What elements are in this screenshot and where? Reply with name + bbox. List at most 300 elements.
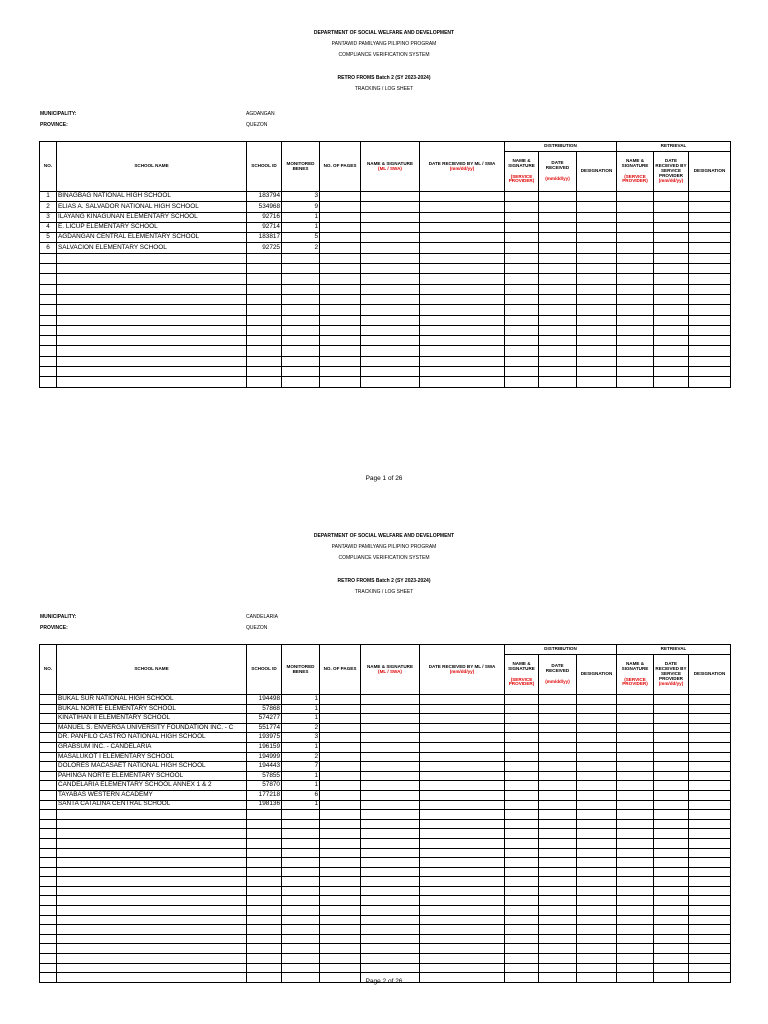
ret-name-signature-cell[interactable] — [617, 742, 654, 752]
ret-date-received-cell[interactable] — [654, 954, 689, 964]
dist-designation-cell[interactable] — [577, 838, 617, 848]
dist-designation-cell[interactable] — [577, 346, 617, 356]
ml-name-signature-cell[interactable] — [361, 752, 420, 762]
ret-name-signature-cell[interactable] — [617, 714, 654, 724]
ret-date-received-cell[interactable] — [654, 838, 689, 848]
ml-name-signature-cell[interactable] — [361, 315, 420, 325]
ret-date-received-cell[interactable] — [654, 192, 689, 202]
no-of-pages-cell[interactable] — [320, 274, 361, 284]
ml-name-signature-cell[interactable] — [361, 356, 420, 366]
dist-name-signature-cell[interactable] — [505, 867, 539, 877]
ret-designation-cell[interactable] — [689, 294, 731, 304]
no-of-pages-cell[interactable] — [320, 790, 361, 800]
ml-date-received-cell[interactable] — [420, 896, 505, 906]
ml-date-received-cell[interactable] — [420, 704, 505, 714]
ret-name-signature-cell[interactable] — [617, 274, 654, 284]
ml-name-signature-cell[interactable] — [361, 264, 420, 274]
ml-date-received-cell[interactable] — [420, 954, 505, 964]
ret-date-received-cell[interactable] — [654, 212, 689, 222]
dist-designation-cell[interactable] — [577, 819, 617, 829]
ret-name-signature-cell[interactable] — [617, 886, 654, 896]
ret-name-signature-cell[interactable] — [617, 896, 654, 906]
dist-designation-cell[interactable] — [577, 315, 617, 325]
dist-name-signature-cell[interactable] — [505, 377, 539, 387]
ml-name-signature-cell[interactable] — [361, 233, 420, 243]
ret-date-received-cell[interactable] — [654, 264, 689, 274]
ret-designation-cell[interactable] — [689, 233, 731, 243]
ret-date-received-cell[interactable] — [654, 243, 689, 253]
ml-name-signature-cell[interactable] — [361, 695, 420, 705]
no-of-pages-cell[interactable] — [320, 305, 361, 315]
ml-date-received-cell[interactable] — [420, 233, 505, 243]
ml-date-received-cell[interactable] — [420, 192, 505, 202]
ml-name-signature-cell[interactable] — [361, 829, 420, 839]
ml-date-received-cell[interactable] — [420, 253, 505, 263]
ml-date-received-cell[interactable] — [420, 315, 505, 325]
ret-name-signature-cell[interactable] — [617, 233, 654, 243]
ml-name-signature-cell[interactable] — [361, 192, 420, 202]
no-of-pages-cell[interactable] — [320, 752, 361, 762]
dist-date-received-cell[interactable] — [539, 305, 577, 315]
dist-designation-cell[interactable] — [577, 243, 617, 253]
ml-date-received-cell[interactable] — [420, 915, 505, 925]
dist-date-received-cell[interactable] — [539, 325, 577, 335]
dist-designation-cell[interactable] — [577, 896, 617, 906]
ret-date-received-cell[interactable] — [654, 284, 689, 294]
ret-designation-cell[interactable] — [689, 925, 731, 935]
no-of-pages-cell[interactable] — [320, 346, 361, 356]
ret-name-signature-cell[interactable] — [617, 704, 654, 714]
ml-name-signature-cell[interactable] — [361, 944, 420, 954]
ret-designation-cell[interactable] — [689, 733, 731, 743]
ret-name-signature-cell[interactable] — [617, 222, 654, 232]
dist-name-signature-cell[interactable] — [505, 934, 539, 944]
ret-designation-cell[interactable] — [689, 346, 731, 356]
dist-designation-cell[interactable] — [577, 733, 617, 743]
no-of-pages-cell[interactable] — [320, 377, 361, 387]
dist-date-received-cell[interactable] — [539, 212, 577, 222]
ml-name-signature-cell[interactable] — [361, 253, 420, 263]
ml-name-signature-cell[interactable] — [361, 954, 420, 964]
dist-date-received-cell[interactable] — [539, 848, 577, 858]
no-of-pages-cell[interactable] — [320, 886, 361, 896]
ml-name-signature-cell[interactable] — [361, 733, 420, 743]
ret-designation-cell[interactable] — [689, 695, 731, 705]
ret-date-received-cell[interactable] — [654, 944, 689, 954]
dist-date-received-cell[interactable] — [539, 906, 577, 916]
ml-date-received-cell[interactable] — [420, 829, 505, 839]
ret-name-signature-cell[interactable] — [617, 944, 654, 954]
ret-designation-cell[interactable] — [689, 800, 731, 810]
dist-designation-cell[interactable] — [577, 253, 617, 263]
dist-designation-cell[interactable] — [577, 810, 617, 820]
ml-date-received-cell[interactable] — [420, 367, 505, 377]
dist-designation-cell[interactable] — [577, 781, 617, 791]
ret-date-received-cell[interactable] — [654, 367, 689, 377]
dist-name-signature-cell[interactable] — [505, 704, 539, 714]
dist-date-received-cell[interactable] — [539, 695, 577, 705]
ml-name-signature-cell[interactable] — [361, 790, 420, 800]
ret-name-signature-cell[interactable] — [617, 315, 654, 325]
ml-date-received-cell[interactable] — [420, 284, 505, 294]
ml-name-signature-cell[interactable] — [361, 336, 420, 346]
dist-date-received-cell[interactable] — [539, 192, 577, 202]
ret-designation-cell[interactable] — [689, 356, 731, 366]
dist-date-received-cell[interactable] — [539, 294, 577, 304]
ret-designation-cell[interactable] — [689, 944, 731, 954]
dist-date-received-cell[interactable] — [539, 858, 577, 868]
ret-date-received-cell[interactable] — [654, 305, 689, 315]
ml-date-received-cell[interactable] — [420, 695, 505, 705]
ret-name-signature-cell[interactable] — [617, 733, 654, 743]
ret-name-signature-cell[interactable] — [617, 790, 654, 800]
ml-name-signature-cell[interactable] — [361, 274, 420, 284]
ml-name-signature-cell[interactable] — [361, 896, 420, 906]
ml-date-received-cell[interactable] — [420, 264, 505, 274]
ml-date-received-cell[interactable] — [420, 848, 505, 858]
ml-date-received-cell[interactable] — [420, 294, 505, 304]
ret-date-received-cell[interactable] — [654, 346, 689, 356]
ml-date-received-cell[interactable] — [420, 906, 505, 916]
ml-name-signature-cell[interactable] — [361, 305, 420, 315]
dist-name-signature-cell[interactable] — [505, 264, 539, 274]
dist-name-signature-cell[interactable] — [505, 192, 539, 202]
dist-name-signature-cell[interactable] — [505, 752, 539, 762]
ret-designation-cell[interactable] — [689, 963, 731, 973]
no-of-pages-cell[interactable] — [320, 212, 361, 222]
no-of-pages-cell[interactable] — [320, 896, 361, 906]
dist-name-signature-cell[interactable] — [505, 325, 539, 335]
ret-date-received-cell[interactable] — [654, 752, 689, 762]
ret-date-received-cell[interactable] — [654, 915, 689, 925]
ret-date-received-cell[interactable] — [654, 253, 689, 263]
dist-designation-cell[interactable] — [577, 212, 617, 222]
dist-name-signature-cell[interactable] — [505, 733, 539, 743]
ret-designation-cell[interactable] — [689, 336, 731, 346]
dist-name-signature-cell[interactable] — [505, 944, 539, 954]
ret-designation-cell[interactable] — [689, 858, 731, 868]
ret-name-signature-cell[interactable] — [617, 264, 654, 274]
dist-name-signature-cell[interactable] — [505, 367, 539, 377]
ml-name-signature-cell[interactable] — [361, 963, 420, 973]
ret-date-received-cell[interactable] — [654, 695, 689, 705]
ret-name-signature-cell[interactable] — [617, 925, 654, 935]
ml-name-signature-cell[interactable] — [361, 810, 420, 820]
ml-name-signature-cell[interactable] — [361, 212, 420, 222]
dist-designation-cell[interactable] — [577, 877, 617, 887]
no-of-pages-cell[interactable] — [320, 325, 361, 335]
ret-date-received-cell[interactable] — [654, 858, 689, 868]
no-of-pages-cell[interactable] — [320, 723, 361, 733]
no-of-pages-cell[interactable] — [320, 253, 361, 263]
ret-date-received-cell[interactable] — [654, 771, 689, 781]
dist-name-signature-cell[interactable] — [505, 810, 539, 820]
dist-name-signature-cell[interactable] — [505, 315, 539, 325]
dist-name-signature-cell[interactable] — [505, 771, 539, 781]
ret-date-received-cell[interactable] — [654, 233, 689, 243]
ml-name-signature-cell[interactable] — [361, 906, 420, 916]
dist-designation-cell[interactable] — [577, 202, 617, 212]
dist-designation-cell[interactable] — [577, 284, 617, 294]
no-of-pages-cell[interactable] — [320, 781, 361, 791]
no-of-pages-cell[interactable] — [320, 704, 361, 714]
ml-name-signature-cell[interactable] — [361, 202, 420, 212]
dist-designation-cell[interactable] — [577, 723, 617, 733]
ml-date-received-cell[interactable] — [420, 723, 505, 733]
ret-date-received-cell[interactable] — [654, 356, 689, 366]
ml-date-received-cell[interactable] — [420, 762, 505, 772]
ret-designation-cell[interactable] — [689, 253, 731, 263]
ret-designation-cell[interactable] — [689, 325, 731, 335]
dist-name-signature-cell[interactable] — [505, 294, 539, 304]
ml-date-received-cell[interactable] — [420, 243, 505, 253]
dist-date-received-cell[interactable] — [539, 704, 577, 714]
ret-date-received-cell[interactable] — [654, 781, 689, 791]
dist-date-received-cell[interactable] — [539, 733, 577, 743]
ret-date-received-cell[interactable] — [654, 377, 689, 387]
ret-date-received-cell[interactable] — [654, 925, 689, 935]
no-of-pages-cell[interactable] — [320, 810, 361, 820]
dist-designation-cell[interactable] — [577, 704, 617, 714]
dist-designation-cell[interactable] — [577, 714, 617, 724]
dist-name-signature-cell[interactable] — [505, 954, 539, 964]
ret-date-received-cell[interactable] — [654, 906, 689, 916]
no-of-pages-cell[interactable] — [320, 771, 361, 781]
dist-designation-cell[interactable] — [577, 944, 617, 954]
dist-name-signature-cell[interactable] — [505, 848, 539, 858]
dist-designation-cell[interactable] — [577, 377, 617, 387]
dist-designation-cell[interactable] — [577, 192, 617, 202]
ml-date-received-cell[interactable] — [420, 781, 505, 791]
dist-name-signature-cell[interactable] — [505, 253, 539, 263]
ret-designation-cell[interactable] — [689, 954, 731, 964]
ret-name-signature-cell[interactable] — [617, 212, 654, 222]
ml-date-received-cell[interactable] — [420, 810, 505, 820]
ret-date-received-cell[interactable] — [654, 848, 689, 858]
ml-name-signature-cell[interactable] — [361, 781, 420, 791]
no-of-pages-cell[interactable] — [320, 336, 361, 346]
ml-date-received-cell[interactable] — [420, 222, 505, 232]
ml-name-signature-cell[interactable] — [361, 723, 420, 733]
no-of-pages-cell[interactable] — [320, 315, 361, 325]
dist-date-received-cell[interactable] — [539, 742, 577, 752]
ret-date-received-cell[interactable] — [654, 762, 689, 772]
no-of-pages-cell[interactable] — [320, 695, 361, 705]
dist-designation-cell[interactable] — [577, 233, 617, 243]
ret-date-received-cell[interactable] — [654, 325, 689, 335]
dist-date-received-cell[interactable] — [539, 790, 577, 800]
ret-name-signature-cell[interactable] — [617, 867, 654, 877]
dist-designation-cell[interactable] — [577, 356, 617, 366]
dist-name-signature-cell[interactable] — [505, 800, 539, 810]
dist-date-received-cell[interactable] — [539, 954, 577, 964]
dist-designation-cell[interactable] — [577, 800, 617, 810]
no-of-pages-cell[interactable] — [320, 762, 361, 772]
dist-designation-cell[interactable] — [577, 336, 617, 346]
no-of-pages-cell[interactable] — [320, 714, 361, 724]
ml-date-received-cell[interactable] — [420, 212, 505, 222]
dist-date-received-cell[interactable] — [539, 202, 577, 212]
dist-name-signature-cell[interactable] — [505, 886, 539, 896]
ret-date-received-cell[interactable] — [654, 742, 689, 752]
ret-designation-cell[interactable] — [689, 305, 731, 315]
dist-name-signature-cell[interactable] — [505, 906, 539, 916]
no-of-pages-cell[interactable] — [320, 906, 361, 916]
ret-name-signature-cell[interactable] — [617, 858, 654, 868]
ret-designation-cell[interactable] — [689, 819, 731, 829]
no-of-pages-cell[interactable] — [320, 867, 361, 877]
dist-designation-cell[interactable] — [577, 934, 617, 944]
ret-name-signature-cell[interactable] — [617, 346, 654, 356]
no-of-pages-cell[interactable] — [320, 192, 361, 202]
dist-date-received-cell[interactable] — [539, 886, 577, 896]
dist-designation-cell[interactable] — [577, 771, 617, 781]
ml-date-received-cell[interactable] — [420, 771, 505, 781]
dist-designation-cell[interactable] — [577, 274, 617, 284]
ret-designation-cell[interactable] — [689, 781, 731, 791]
ret-date-received-cell[interactable] — [654, 222, 689, 232]
dist-designation-cell[interactable] — [577, 906, 617, 916]
ret-name-signature-cell[interactable] — [617, 771, 654, 781]
ret-designation-cell[interactable] — [689, 274, 731, 284]
ml-name-signature-cell[interactable] — [361, 325, 420, 335]
dist-name-signature-cell[interactable] — [505, 202, 539, 212]
ret-date-received-cell[interactable] — [654, 810, 689, 820]
no-of-pages-cell[interactable] — [320, 233, 361, 243]
ret-date-received-cell[interactable] — [654, 867, 689, 877]
no-of-pages-cell[interactable] — [320, 733, 361, 743]
ml-date-received-cell[interactable] — [420, 336, 505, 346]
dist-designation-cell[interactable] — [577, 752, 617, 762]
dist-date-received-cell[interactable] — [539, 752, 577, 762]
dist-date-received-cell[interactable] — [539, 781, 577, 791]
dist-date-received-cell[interactable] — [539, 762, 577, 772]
ret-name-signature-cell[interactable] — [617, 819, 654, 829]
ml-date-received-cell[interactable] — [420, 800, 505, 810]
ret-designation-cell[interactable] — [689, 838, 731, 848]
dist-date-received-cell[interactable] — [539, 377, 577, 387]
ret-designation-cell[interactable] — [689, 284, 731, 294]
ml-name-signature-cell[interactable] — [361, 742, 420, 752]
no-of-pages-cell[interactable] — [320, 915, 361, 925]
ret-name-signature-cell[interactable] — [617, 356, 654, 366]
dist-name-signature-cell[interactable] — [505, 925, 539, 935]
ml-name-signature-cell[interactable] — [361, 838, 420, 848]
ml-name-signature-cell[interactable] — [361, 762, 420, 772]
dist-date-received-cell[interactable] — [539, 771, 577, 781]
dist-designation-cell[interactable] — [577, 867, 617, 877]
dist-designation-cell[interactable] — [577, 886, 617, 896]
dist-designation-cell[interactable] — [577, 829, 617, 839]
dist-date-received-cell[interactable] — [539, 336, 577, 346]
ret-name-signature-cell[interactable] — [617, 848, 654, 858]
ml-date-received-cell[interactable] — [420, 752, 505, 762]
dist-designation-cell[interactable] — [577, 925, 617, 935]
ret-designation-cell[interactable] — [689, 810, 731, 820]
dist-name-signature-cell[interactable] — [505, 346, 539, 356]
ret-name-signature-cell[interactable] — [617, 752, 654, 762]
ml-name-signature-cell[interactable] — [361, 284, 420, 294]
ret-date-received-cell[interactable] — [654, 829, 689, 839]
dist-name-signature-cell[interactable] — [505, 222, 539, 232]
dist-name-signature-cell[interactable] — [505, 243, 539, 253]
ret-date-received-cell[interactable] — [654, 934, 689, 944]
dist-date-received-cell[interactable] — [539, 264, 577, 274]
ret-designation-cell[interactable] — [689, 377, 731, 387]
dist-name-signature-cell[interactable] — [505, 723, 539, 733]
ml-date-received-cell[interactable] — [420, 877, 505, 887]
dist-date-received-cell[interactable] — [539, 367, 577, 377]
ret-date-received-cell[interactable] — [654, 315, 689, 325]
ret-designation-cell[interactable] — [689, 896, 731, 906]
ret-designation-cell[interactable] — [689, 714, 731, 724]
ret-date-received-cell[interactable] — [654, 819, 689, 829]
dist-date-received-cell[interactable] — [539, 253, 577, 263]
ml-name-signature-cell[interactable] — [361, 222, 420, 232]
ret-name-signature-cell[interactable] — [617, 336, 654, 346]
dist-date-received-cell[interactable] — [539, 944, 577, 954]
dist-name-signature-cell[interactable] — [505, 858, 539, 868]
ml-name-signature-cell[interactable] — [361, 858, 420, 868]
dist-date-received-cell[interactable] — [539, 877, 577, 887]
dist-date-received-cell[interactable] — [539, 925, 577, 935]
dist-name-signature-cell[interactable] — [505, 233, 539, 243]
ml-date-received-cell[interactable] — [420, 934, 505, 944]
ml-name-signature-cell[interactable] — [361, 243, 420, 253]
no-of-pages-cell[interactable] — [320, 243, 361, 253]
ret-name-signature-cell[interactable] — [617, 294, 654, 304]
dist-designation-cell[interactable] — [577, 858, 617, 868]
dist-designation-cell[interactable] — [577, 848, 617, 858]
dist-name-signature-cell[interactable] — [505, 762, 539, 772]
no-of-pages-cell[interactable] — [320, 264, 361, 274]
dist-designation-cell[interactable] — [577, 222, 617, 232]
dist-name-signature-cell[interactable] — [505, 790, 539, 800]
ret-designation-cell[interactable] — [689, 202, 731, 212]
ret-name-signature-cell[interactable] — [617, 202, 654, 212]
dist-date-received-cell[interactable] — [539, 284, 577, 294]
dist-designation-cell[interactable] — [577, 294, 617, 304]
ret-designation-cell[interactable] — [689, 848, 731, 858]
ret-designation-cell[interactable] — [689, 886, 731, 896]
dist-name-signature-cell[interactable] — [505, 356, 539, 366]
ml-date-received-cell[interactable] — [420, 733, 505, 743]
no-of-pages-cell[interactable] — [320, 202, 361, 212]
ml-name-signature-cell[interactable] — [361, 800, 420, 810]
ret-name-signature-cell[interactable] — [617, 377, 654, 387]
ret-name-signature-cell[interactable] — [617, 284, 654, 294]
no-of-pages-cell[interactable] — [320, 858, 361, 868]
dist-date-received-cell[interactable] — [539, 963, 577, 973]
ret-designation-cell[interactable] — [689, 915, 731, 925]
dist-name-signature-cell[interactable] — [505, 915, 539, 925]
dist-name-signature-cell[interactable] — [505, 829, 539, 839]
ml-date-received-cell[interactable] — [420, 867, 505, 877]
ml-name-signature-cell[interactable] — [361, 714, 420, 724]
dist-designation-cell[interactable] — [577, 264, 617, 274]
ret-name-signature-cell[interactable] — [617, 963, 654, 973]
dist-name-signature-cell[interactable] — [505, 838, 539, 848]
dist-designation-cell[interactable] — [577, 954, 617, 964]
ml-name-signature-cell[interactable] — [361, 819, 420, 829]
no-of-pages-cell[interactable] — [320, 800, 361, 810]
ret-designation-cell[interactable] — [689, 243, 731, 253]
dist-name-signature-cell[interactable] — [505, 305, 539, 315]
ret-date-received-cell[interactable] — [654, 877, 689, 887]
dist-date-received-cell[interactable] — [539, 346, 577, 356]
ml-date-received-cell[interactable] — [420, 742, 505, 752]
no-of-pages-cell[interactable] — [320, 877, 361, 887]
